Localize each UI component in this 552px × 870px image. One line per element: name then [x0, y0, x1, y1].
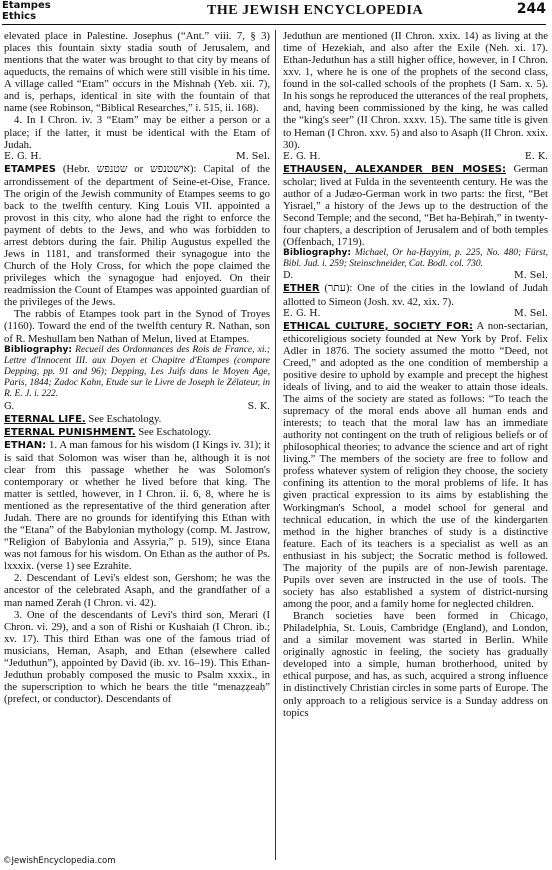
signature-code: D. [283, 270, 294, 282]
ethical-culture-paragraph-2: Branch societies have been formed in Chicago, Philadelphia, St. Louis, Cambridge (England), and London, and a similar movement was started in Berlin. While originally agnostic in feeling, the society has gradually developed into a simple, human brotherhood, united by ethical purpose, and has, as such, acquired a strong influence in distinctively Christian circles in some parts of Europe. The only approach to a religious service is a Sunday address on topics [283, 610, 548, 719]
bibliography-label: Bibliography: [283, 248, 352, 259]
entry-text: (Hebr. שטנפש or אישטנפש): Capital of the arrondissement of the department of Seine-et-Oise, France. The origin of the Jewish community of Etampes seems to go back to the twelfth century. King Louis VII. appointed a provost in this city, who alone had the right to enforce the payment of debts to the Jews, and who was forbidden to arrest debtors during the fair. Philip Augustus expelled the Jews in 1181, and transformed their synagogue into the Church of the Holy Cross, for which the pope claimed the privileges which the synagogue had enjoyed. On their readmission the Count of Etampes was appointed guardian of the privileges of the Jews. [4, 162, 271, 309]
signature-author: E. K. [524, 150, 548, 162]
ethan-item-2: 2. Descendant of Levi's eldest son, Gershom; he was the ancestor of the celebrated Asaph, and the grandfather of a man named Zerah (I Chron. vi. 42). [4, 572, 270, 609]
signature-code: E. G. H. [4, 150, 42, 162]
headword-ether: ETHER [283, 283, 320, 295]
entry-ethausen [283, 163, 548, 248]
signature-ethan [283, 151, 548, 163]
running-head-last: Ethics [2, 11, 37, 22]
bibliography-text: Michael, Or ha-Ḥayyim, p. 225, No. 480; Fürst, Bibl. Jud. i. 259; Steinschneider, Cat. Bodl. col. 730. [283, 248, 548, 270]
signature-etampes [4, 401, 270, 413]
etam-item-4: 4. In I Chron. iv. 3 “Etam” may be either a person or a place; if the latter, it must be identical with the Etam of Judah. [4, 114, 270, 151]
running-head-first: Etampes [2, 0, 51, 11]
signature-ethausen [283, 270, 548, 282]
entry-eternal-life [4, 413, 270, 426]
cross-reference: See Eschatology. [85, 412, 162, 425]
entry-ethan [4, 439, 270, 573]
entry-ether [283, 282, 548, 307]
publication-title: THE JEWISH ENCYCLOPEDIA [207, 3, 424, 18]
entry-ethical-culture [283, 320, 548, 611]
page-number: 244 [516, 1, 546, 17]
headword-ethical-culture: ETHICAL CULTURE, SOCIETY FOR: [283, 320, 474, 332]
signature-code: G. [4, 400, 15, 412]
signature-etam [4, 151, 270, 163]
right-column [283, 30, 548, 719]
left-column [4, 30, 270, 705]
running-head-range [2, 0, 51, 22]
headword-etampes: ETAMPES [4, 163, 56, 175]
bibliography-ethausen [283, 248, 548, 270]
entry-text: (עתר): One of the cities in the lowland of Judah allotted to Simeon (Josh. xv. 42, xix. 7). [283, 282, 548, 308]
entry-text: 1. A man famous for his wisdom (I Kings iv. 31); it is said that Solomon was wiser than he, although it is not clear from this passage whether he was Solomon's contemporary or whether he lived before that king. The matter is settled, however, in I Chron. ii. 6, 8, where he is mentioned as the representative of the third generation after Judah. There are no grounds for identifying this Ethan with the “Etana” of the Babylonian mythology (comp. M. Jastrow, “Religion of Babylonia and Assyria,” p. 519), since Etana was not famous for his wisdom. On Ethan as the author of Ps. lxxxix. (verse 1) see Ezrahite. [4, 438, 270, 573]
ethan-continuation: Jeduthun are mentioned (II Chron. xxix. 14) as living at the time of Hezekiah, and also after the Exile (Neh. xi. 17). Ethan-Jeduthun has a still higher office, however, in I Chron. xxv. 1, where he is one of the prophets of the second class, found in the sol-called schools of the prophets (I Sam. x. 5). In his songs he reproduced the utterances of the real prophets, and, having been commissioned by the king, he was called the “king's seer” (II Chron. xxxv. 15). The same title is given to Heman (I Chron. xxv. 5) and also to Asaph (II Chron. xxix. 30). [283, 30, 548, 151]
column-divider [275, 30, 276, 860]
entry-text: German scholar; lived at Fulda in the seventeenth century. He was the author of a Judæo-German work in two parts: the first, “Bet Yisrael,” a history of the Jews up to the destruction of the Second Temple; and the second, “Bet ha-Beḥirah,” in twenty-four chapters, a description of Jerusalem and of both temples (Offenbach, 1719). [283, 162, 549, 248]
signature-code: E. G. H. [283, 307, 321, 319]
entry-text: A non-sectarian, ethicoreligious society founded at New York by Prof. Felix Adler in 1876. The society assumed the motto “Deed, not Creed,” and adopted as the one condition of membership a positive desire to uphold by example and precept the highest ideals of living, and to aid the weaker to attain those ideals. The aims of the society are stated as follows: “To teach the supremacy of the moral ends above all human ends and interests; to teach that the moral law has an immediate authority not contingent on the truth of religious beliefs or of philosophical theories; to advance the science and art of right living.” The members of the society are free to follow and profess whatever system of religion they choose, the society confining its attention to the moral problems of life. It has given practical expression to its aims by establishing the Workingman's School, a model school for general and technical education, in which the use of the kindergarten method in the higher branches of study is a distinctive feature. Each of its teachers is a specialist as well as an enthusiast in his subject; the Socratic method is followed. The majority of the pupils are of non-Jewish parentage. Pupils over seven are instructed in the use of tools. The society has also established a system of district-nursing among the poor, and a family home for neglected children. [283, 319, 548, 611]
cross-reference: See Eschatology. [135, 425, 212, 438]
bibliography-text: Recueil des Ordonnances des Rois de France, xi.; Lettre d'Innocent III. aux Doyen et Chapitre d'Etampes (compare Depping, pp. 91 and 96); Depping, Les Juifs dans le Moyen Age, Paris, 1844; Zadoc Kahn, Etude sur le Livre de Joseph le Zélateur, in R. E. J. i. 222. [4, 344, 270, 400]
bibliography-label: Bibliography: [4, 344, 73, 355]
entry-eternal-punishment [4, 426, 270, 439]
bibliography-etampes [4, 345, 270, 401]
header-rule [2, 24, 546, 25]
signature-ether [283, 308, 548, 320]
headword-ethausen: ETHAUSEN, ALEXANDER BEN MOSES: [283, 163, 507, 175]
copyright-footer: ©JewishEncyclopedia.com [3, 856, 116, 866]
ethan-item-3: 3. One of the descendants of Levi's third son, Merari (I Chron. vi. 29), and a son of Rishi or Kushaiah (I Chron. ib.; xv. 17). This third Ethan was one of the famous triad of musicians, Heman, Asaph, and Ethan (elsewhere called “Jeduthun”), appointed by David (ib. xv. 16–19). This Ethan-Jeduthun probably composed the music to Psalm xxxix., in the superscription to which he bears the title “menaẓẓeaḥ” (prefect, or conductor). Descendants of [4, 608, 270, 706]
signature-author: M. Sel. [514, 270, 548, 282]
headword-eternal-punishment: ETERNAL PUNISHMENT. [4, 426, 136, 438]
signature-author: M. Sel. [514, 307, 548, 319]
signature-author: M. Sel. [236, 150, 270, 162]
headword-eternal-life: ETERNAL LIFE. [4, 413, 86, 425]
signature-code: E. G. H. [283, 150, 321, 162]
entry-etampes [4, 163, 270, 309]
headword-ethan: ETHAN: [4, 439, 47, 451]
page-header [2, 0, 546, 24]
etam-continuation: elevated place in Palestine. Josephus (“Ant.” viii. 7, § 3) places this fountain sixty stadia south of Jerusalem, and mentions that the water was brought to that city by means of aqueducts, the remains of which were still visible in his time. A village called “Etam” occurs in the Mishnah (Yeb. xii. 7), and is, perhaps, identical in site with the fountain of that name (see Robinson, “Biblical Researches,” i. 515, ii. 168). [4, 30, 270, 115]
signature-author: S. K. [247, 400, 270, 412]
etampes-paragraph-2: The rabbis of Etampes took part in the Synod of Troyes (1160). Toward the end of the twelfth century R. Nathan, son of R. Meshullam ben Nathan of Melun, lived at Etampes. [4, 308, 270, 345]
